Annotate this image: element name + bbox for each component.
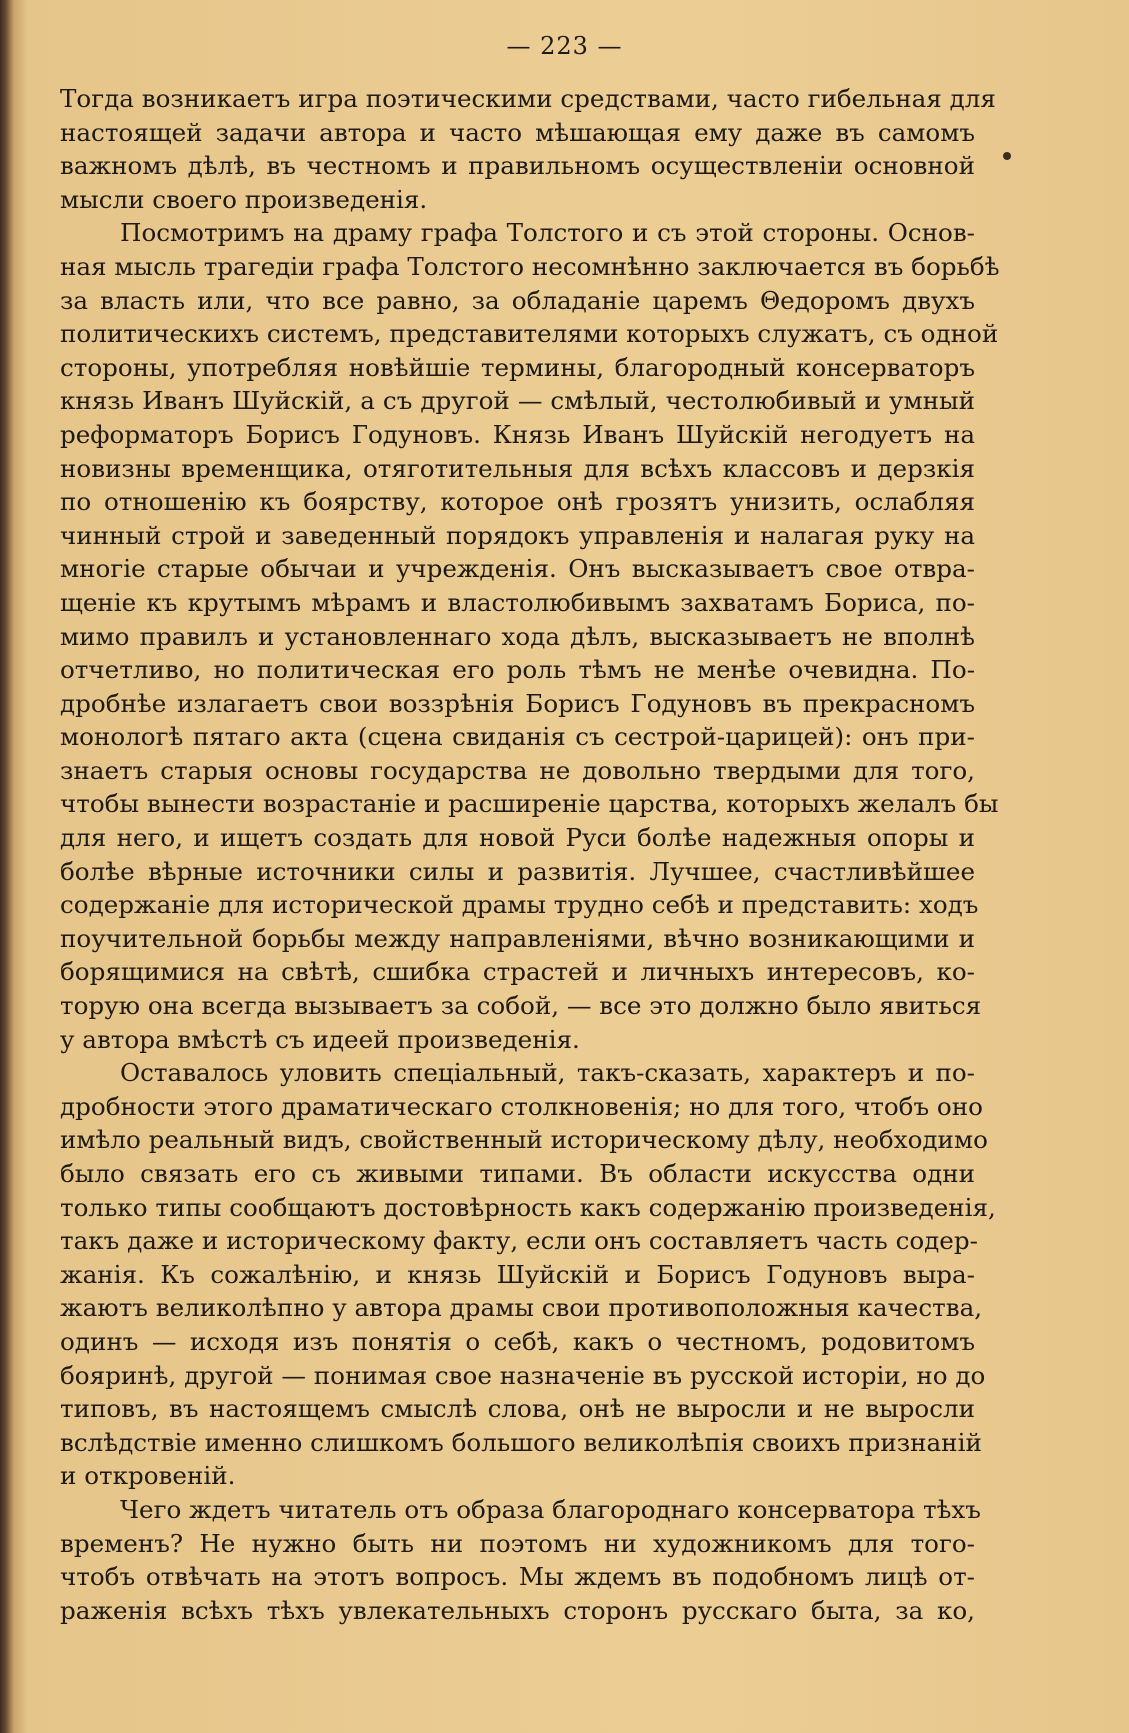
page-text (60, 82, 1000, 1627)
text-line: одинъ — исходя изъ понятія о себѣ, какъ о честномъ, родовитомъ (60, 1326, 975, 1356)
text-line: щеніе къ крутымъ мѣрамъ и властолюбивымъ захватамъ Бориса, по- (60, 587, 975, 617)
text-line: многіе старые обычаи и учрежденія. Онъ высказываетъ свое отвра- (60, 554, 975, 584)
text-line: реформаторъ Борисъ Годуновъ. Князь Иванъ Шуйскій негодуетъ на (60, 419, 975, 449)
text-line: князь Иванъ Шуйскій, а съ другой — смѣлый, честолюбивый и умный (60, 386, 975, 416)
text-line: болѣе вѣрные источники силы и развитія. Лучшее, счастливѣйшее (60, 856, 975, 886)
text-line: важномъ дѣлѣ, въ честномъ и правильномъ осуществленіи основной (60, 151, 975, 181)
text-line: отчетливо, но политическая его роль тѣмъ не менѣе очевидна. По- (60, 655, 975, 685)
text-line: Оставалось уловить спеціальный, такъ-сказать, характеръ и по- (120, 1058, 975, 1088)
text-line: монологѣ пятаго акта (сцена свиданія съ сестрой-царицей): онъ при- (60, 722, 975, 752)
text-line: настоящей задачи автора и часто мѣшающая ему даже въ самомъ (60, 117, 975, 147)
text-line: вслѣдствіе именно слишкомъ большого великолѣпія своихъ признаній (60, 1427, 982, 1457)
text-line: и откровеній. (60, 1461, 236, 1491)
text-line: борящимися на свѣтѣ, сшибка страстей и личныхъ интересовъ, ко- (60, 957, 975, 987)
text-line: Посмотримъ на драму графа Толстого и съ этой стороны. Основ- (120, 218, 975, 248)
text-line: жаютъ великолѣпно у автора драмы свои противоположныя качества, (60, 1293, 983, 1323)
text-line: раженія всѣхъ тѣхъ увлекательныхъ сторонъ русскаго быта, за ко, (60, 1595, 975, 1625)
text-line: поучительной борьбы между направленіями, вѣчно возникающими и (60, 923, 975, 953)
text-line: было связать его съ живыми типами. Въ области искусства одни (60, 1159, 975, 1188)
text-line: дробности этого драматическаго столкновенія; но для того, чтобъ оно (60, 1091, 983, 1121)
text-line: по отношенію къ боярству, которое онѣ грозятъ унизить, ослабляя (60, 487, 975, 517)
text-line: чтобы вынести возрастаніе и расширеніе царства, которыхъ желалъ бы (60, 789, 999, 819)
text-line: временъ? Не нужно быть ни поэтомъ ни художникомъ для того- (60, 1528, 975, 1558)
text-line: бояринѣ, другой — понимая свое назначеніе въ русской исторіи, но до (60, 1360, 986, 1390)
text-line: у автора вмѣстѣ съ идеей произведенія. (60, 1024, 580, 1054)
text-line: торую она всегда вызываетъ за собой, — все это должно было явиться (60, 991, 982, 1021)
text-line: Чего ждетъ читатель отъ образа благороднаго консерватора тѣхъ (120, 1494, 981, 1524)
text-line: Тогда возникаетъ игра поэтическими средствами, часто гибельная для (60, 84, 996, 113)
text-line: за власть или, что все равно, за обладаніе царемъ Θедоромъ двухъ (60, 285, 975, 315)
text-line: чтобъ отвѣчать на этотъ вопросъ. Мы ждемъ въ подобномъ лицѣ от- (60, 1562, 975, 1592)
text-line: для него, и ищетъ создать для новой Руси болѣе надежныя опоры и (60, 823, 975, 853)
text-line: ная мысль трагедіи графа Толстого несомнѣнно заключается въ борьбѣ (60, 251, 1000, 281)
text-line: только типы сообщаютъ достовѣрность какъ содержанію произведенія, (60, 1192, 996, 1222)
text-line: знаетъ старыя основы государства не довольно твердыми для того, (60, 755, 975, 785)
page-number: — 223 — (506, 32, 623, 60)
text-line: мимо правилъ и установленнаго хода дѣлъ, высказываетъ не вполнѣ (60, 621, 975, 651)
text-line: содержаніе для исторической драмы трудно себѣ и представить: ходъ (60, 890, 979, 920)
text-line: жанія. Къ сожалѣнію, и князь Шуйскій и Борисъ Годуновъ выра- (60, 1259, 975, 1289)
text-line: дробнѣе излагаетъ свои воззрѣнія Борисъ Годуновъ въ прекрасномъ (60, 688, 975, 718)
text-line: имѣло реальный видъ, свойственный историческому дѣлу, необходимо (60, 1125, 988, 1155)
text-line: такъ даже и историческому факту, если онъ составляетъ часть содер- (60, 1226, 978, 1256)
text-line: типовъ, въ настоящемъ смыслѣ слова, онѣ не выросли и не выросли (60, 1394, 975, 1424)
text-line: мысли своего произведенія. (60, 184, 428, 214)
text-line: чинный строй и заведенный порядокъ управленія и налагая руку на (60, 520, 975, 550)
text-line: политическихъ системъ, представителями которыхъ служатъ, съ одной (60, 319, 999, 349)
text-line: стороны, употребляя новѣйшіе термины, благородный консерваторъ (60, 352, 975, 382)
ink-spot (1003, 152, 1011, 160)
text-line: новизны временщика, отяготительныя для всѣхъ классовъ и дерзкія (60, 453, 975, 483)
